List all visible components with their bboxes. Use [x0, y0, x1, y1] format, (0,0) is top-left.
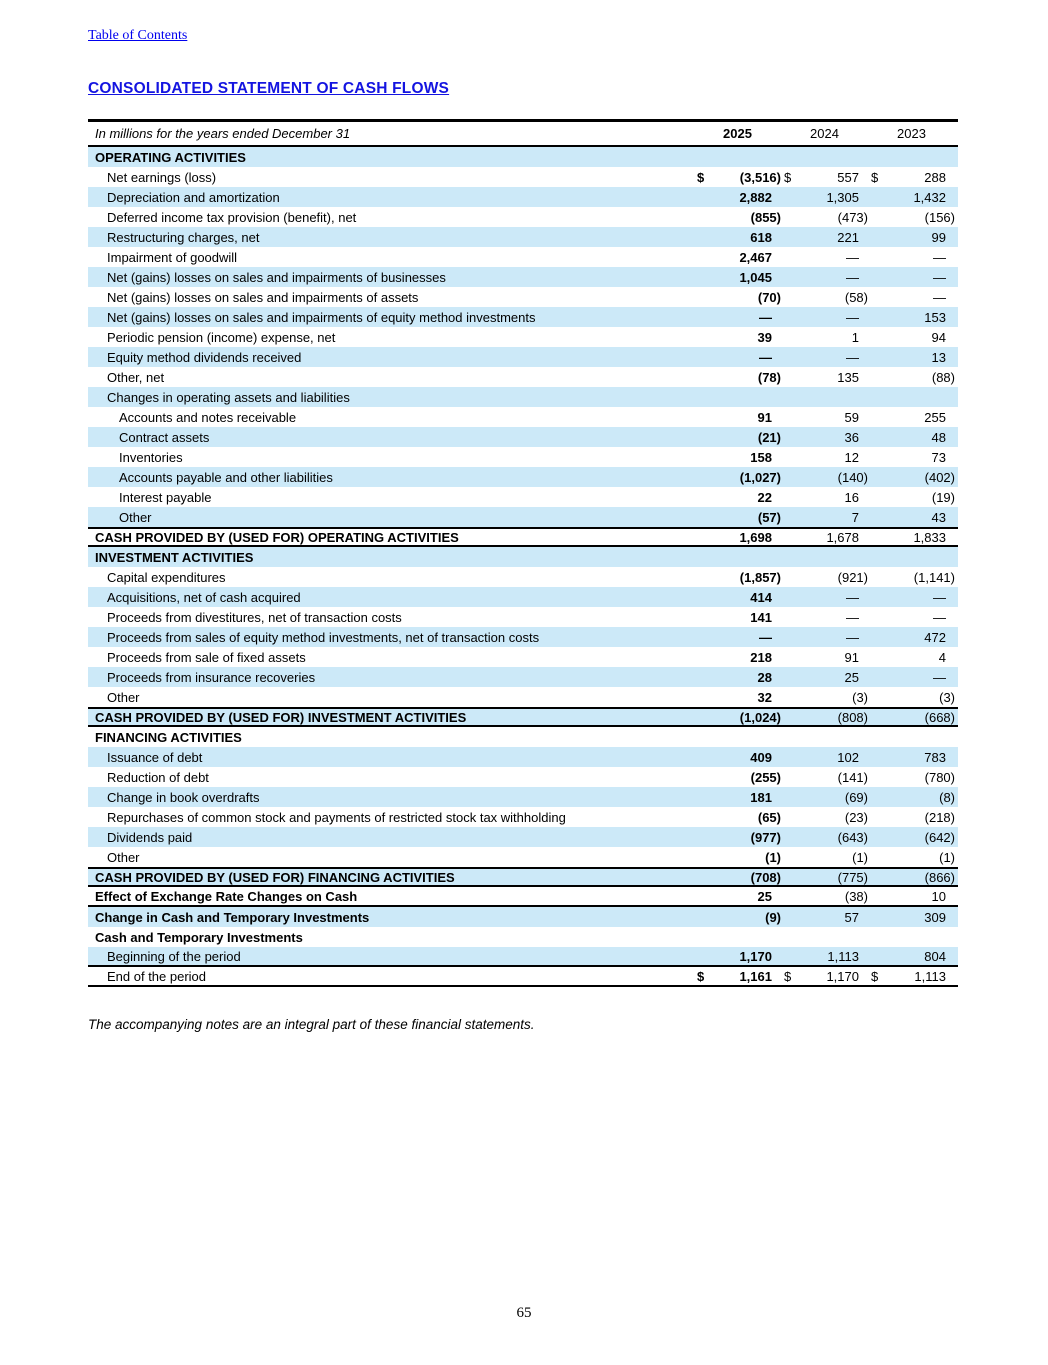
- value-2024: 59: [844, 409, 859, 425]
- value-2024: 25: [844, 669, 859, 685]
- value-2025: 91: [757, 409, 772, 425]
- table-row: [88, 527, 958, 547]
- value-2024: (38): [844, 888, 868, 904]
- value-2024: —: [846, 249, 859, 265]
- table-row: [88, 687, 958, 707]
- value-2024: 7: [851, 509, 859, 525]
- value-2025: (977): [750, 829, 781, 845]
- dollar-sign-2025: $: [697, 968, 705, 984]
- value-2025: 2,882: [739, 189, 772, 205]
- value-2023: 94: [931, 329, 946, 345]
- value-2025: 25: [757, 888, 772, 904]
- value-2025: (1,027): [739, 469, 781, 485]
- table-row: [88, 467, 958, 487]
- row-label: Other: [119, 509, 152, 525]
- table-row: [88, 847, 958, 867]
- table-row: [88, 447, 958, 467]
- row-label: OPERATING ACTIVITIES: [95, 149, 246, 165]
- value-2024: —: [846, 609, 859, 625]
- table-row: [88, 247, 958, 267]
- value-2025: 414: [750, 589, 772, 605]
- value-2025: 2,467: [739, 249, 772, 265]
- value-2023: 13: [931, 349, 946, 365]
- value-2023: 99: [931, 229, 946, 245]
- value-2023: 309: [924, 909, 946, 925]
- accompanying-notes-text: The accompanying notes are an integral part of these financial statements.: [88, 1017, 535, 1032]
- row-label: Contract assets: [119, 429, 210, 445]
- table-row: [88, 947, 958, 967]
- row-label: Other, net: [107, 369, 165, 385]
- value-2025: 39: [757, 329, 772, 345]
- value-2023: (8): [939, 789, 955, 805]
- value-2024: 102: [837, 749, 859, 765]
- table-row: [88, 427, 958, 447]
- value-2024: 1: [851, 329, 859, 345]
- value-2023: (866): [924, 869, 955, 885]
- value-2024: (3): [852, 689, 868, 705]
- value-2023: 288: [924, 169, 946, 185]
- value-2024: (69): [844, 789, 868, 805]
- value-2024: (141): [837, 769, 868, 785]
- value-2025: 618: [750, 229, 772, 245]
- row-label: Inventories: [119, 449, 183, 465]
- value-2024: —: [846, 589, 859, 605]
- table-body: [88, 147, 958, 987]
- value-2023: (218): [924, 809, 955, 825]
- value-2024: (1): [852, 849, 868, 865]
- value-2024: (23): [844, 809, 868, 825]
- value-2023: —: [933, 669, 946, 685]
- value-2025: —: [759, 629, 772, 645]
- value-2024: 12: [844, 449, 859, 465]
- table-row: [88, 227, 958, 247]
- value-2025: 22: [757, 489, 772, 505]
- table-row: [88, 907, 958, 927]
- row-label: Proceeds from insurance recoveries: [107, 669, 316, 685]
- value-2025: 218: [750, 649, 772, 665]
- row-label: Proceeds from sale of fixed assets: [107, 649, 306, 665]
- row-label: Proceeds from sales of equity method investments, net of transaction costs: [107, 629, 540, 645]
- table-row: [88, 367, 958, 387]
- value-2025: (9): [765, 909, 781, 925]
- value-2023: (402): [924, 469, 955, 485]
- value-2023: 10: [931, 888, 946, 904]
- value-2023: 1,113: [914, 968, 946, 984]
- value-2025: (3,516): [739, 169, 781, 185]
- table-row: [88, 267, 958, 287]
- table-row: [88, 147, 958, 167]
- value-2025: 28: [757, 669, 772, 685]
- value-2025: (1,857): [739, 569, 781, 585]
- value-2024: (140): [837, 469, 868, 485]
- page-number: 65: [516, 1305, 532, 1321]
- table-row: [88, 887, 958, 907]
- row-label: CASH PROVIDED BY (USED FOR) OPERATING ACTIVITIES: [95, 529, 459, 545]
- value-2023: 43: [931, 509, 946, 525]
- value-2025: (57): [757, 509, 781, 525]
- table-header-row: [88, 122, 958, 147]
- row-label: Changes in operating assets and liabilities: [107, 389, 350, 405]
- row-label: Reduction of debt: [107, 769, 209, 785]
- row-label: End of the period: [107, 968, 207, 984]
- table-row: [88, 507, 958, 527]
- table-row: [88, 707, 958, 727]
- value-2025: 409: [750, 749, 772, 765]
- table-row: [88, 667, 958, 687]
- value-2023: 783: [924, 749, 946, 765]
- value-2024: (643): [837, 829, 868, 845]
- value-2024: —: [846, 349, 859, 365]
- value-2024: (921): [837, 569, 868, 585]
- value-2024: 16: [844, 489, 859, 505]
- row-label: Impairment of goodwill: [107, 249, 238, 265]
- table-of-contents-link[interactable]: Table of Contents: [88, 28, 188, 43]
- table-row: [88, 387, 958, 407]
- dollar-sign-2023: $: [871, 968, 879, 984]
- table-row: [88, 827, 958, 847]
- value-2023: (156): [924, 209, 955, 225]
- row-label: Acquisitions, net of cash acquired: [107, 589, 301, 605]
- value-2025: (65): [757, 809, 781, 825]
- table-row: [88, 867, 958, 887]
- row-label: Net (gains) losses on sales and impairments of businesses: [107, 269, 446, 285]
- value-2024: 557: [837, 169, 859, 185]
- value-2024: 91: [844, 649, 859, 665]
- value-2025: —: [759, 309, 772, 325]
- value-2025: 181: [750, 789, 772, 805]
- row-label: CASH PROVIDED BY (USED FOR) FINANCING ACTIVITIES: [95, 869, 455, 885]
- column-header-2023: 2023: [897, 126, 926, 141]
- value-2025: 32: [757, 689, 772, 705]
- value-2023: (1): [939, 849, 955, 865]
- value-2023: —: [933, 289, 946, 305]
- value-2023: 804: [924, 948, 946, 964]
- value-2025: 158: [750, 449, 772, 465]
- value-2023: —: [933, 269, 946, 285]
- row-label: Issuance of debt: [107, 749, 203, 765]
- table-row: [88, 287, 958, 307]
- value-2023: 48: [931, 429, 946, 445]
- row-label: Cash and Temporary Investments: [95, 929, 303, 945]
- value-2024: 1,170: [826, 968, 859, 984]
- row-label: Repurchases of common stock and payments of restricted stock tax withholding: [107, 809, 566, 825]
- row-label: Other: [107, 849, 140, 865]
- value-2023: 73: [931, 449, 946, 465]
- row-label: Periodic pension (income) expense, net: [107, 329, 336, 345]
- row-label: Accounts and notes receivable: [119, 409, 297, 425]
- table-row: [88, 627, 958, 647]
- table-row: [88, 587, 958, 607]
- value-2024: 1,113: [827, 948, 859, 964]
- table-row: [88, 727, 958, 747]
- value-2025: (78): [757, 369, 781, 385]
- table-row: [88, 927, 958, 947]
- value-2023: —: [933, 589, 946, 605]
- value-2025: (255): [750, 769, 781, 785]
- row-label: Net (gains) losses on sales and impairments of equity method investments: [107, 309, 536, 325]
- row-label: Deferred income tax provision (benefit), net: [107, 209, 357, 225]
- value-2023: 1,432: [913, 189, 946, 205]
- value-2024: —: [846, 269, 859, 285]
- row-label: Dividends paid: [107, 829, 193, 845]
- table-row: [88, 347, 958, 367]
- value-2023: 153: [924, 309, 946, 325]
- value-2024: 36: [844, 429, 859, 445]
- row-label: Depreciation and amortization: [107, 189, 280, 205]
- row-label: CASH PROVIDED BY (USED FOR) INVESTMENT ACTIVITIES: [95, 709, 467, 725]
- table-row: [88, 487, 958, 507]
- table-row: [88, 207, 958, 227]
- table-row: [88, 607, 958, 627]
- value-2024: —: [846, 309, 859, 325]
- value-2023: —: [933, 609, 946, 625]
- value-2025: 1,698: [739, 529, 772, 545]
- value-2024: —: [846, 629, 859, 645]
- value-2025: (855): [750, 209, 781, 225]
- row-label: Proceeds from divestitures, net of transaction costs: [107, 609, 402, 625]
- dollar-sign-2025: $: [697, 169, 705, 185]
- row-label: Change in book overdrafts: [107, 789, 260, 805]
- column-header-2024: 2024: [810, 126, 839, 141]
- value-2025: (70): [757, 289, 781, 305]
- row-label: Change in Cash and Temporary Investments: [95, 909, 370, 925]
- value-2023: 1,833: [913, 529, 946, 545]
- value-2023: —: [933, 249, 946, 265]
- value-2023: (3): [939, 689, 955, 705]
- value-2025: —: [759, 349, 772, 365]
- row-label: Other: [107, 689, 140, 705]
- table-row: [88, 767, 958, 787]
- value-2024: 221: [837, 229, 859, 245]
- table-row: [88, 327, 958, 347]
- value-2025: (1,024): [739, 709, 781, 725]
- value-2024: (775): [837, 869, 868, 885]
- table-row: [88, 807, 958, 827]
- value-2023: 4: [938, 649, 946, 665]
- value-2025: (708): [750, 869, 781, 885]
- value-2023: (780): [924, 769, 955, 785]
- cash-flow-table: [88, 119, 958, 987]
- dollar-sign-2024: $: [784, 169, 792, 185]
- value-2025: (21): [757, 429, 781, 445]
- value-2024: 135: [837, 369, 859, 385]
- value-2023: (642): [924, 829, 955, 845]
- value-2025: 1,161: [739, 968, 772, 984]
- value-2025: 141: [750, 609, 772, 625]
- value-2023: (668): [924, 709, 955, 725]
- row-label: Interest payable: [119, 489, 212, 505]
- row-label: Equity method dividends received: [107, 349, 302, 365]
- value-2024: 1,678: [826, 529, 859, 545]
- dollar-sign-2024: $: [784, 968, 792, 984]
- value-2023: (19): [931, 489, 955, 505]
- value-2025: 1,170: [739, 948, 772, 964]
- row-label: Capital expenditures: [107, 569, 226, 585]
- table-row: [88, 967, 958, 987]
- value-2023: (1,141): [913, 569, 955, 585]
- value-2024: 57: [844, 909, 859, 925]
- column-header-2025: 2025: [723, 126, 752, 141]
- row-label: Effect of Exchange Rate Changes on Cash: [95, 888, 358, 904]
- row-label: INVESTMENT ACTIVITIES: [95, 549, 254, 565]
- value-2024: 1,305: [826, 189, 859, 205]
- row-label: Accounts payable and other liabilities: [119, 469, 333, 485]
- dollar-sign-2023: $: [871, 169, 879, 185]
- table-row: [88, 647, 958, 667]
- row-label: Net (gains) losses on sales and impairments of assets: [107, 289, 419, 305]
- table-row: [88, 407, 958, 427]
- value-2025: 1,045: [739, 269, 772, 285]
- table-row: [88, 787, 958, 807]
- row-label: Net earnings (loss): [107, 169, 217, 185]
- table-caption: In millions for the years ended December 31: [95, 126, 351, 141]
- value-2024: (58): [844, 289, 868, 305]
- table-row: [88, 547, 958, 567]
- table-row: [88, 187, 958, 207]
- value-2023: 255: [924, 409, 946, 425]
- page-title: CONSOLIDATED STATEMENT OF CASH FLOWS: [88, 80, 450, 97]
- row-label: FINANCING ACTIVITIES: [95, 729, 242, 745]
- table-row: [88, 167, 958, 187]
- table-row: [88, 307, 958, 327]
- table-row: [88, 747, 958, 767]
- value-2023: (88): [931, 369, 955, 385]
- table-row: [88, 567, 958, 587]
- value-2023: 472: [924, 629, 946, 645]
- value-2025: (1): [765, 849, 781, 865]
- row-label: Beginning of the period: [107, 948, 241, 964]
- row-label: Restructuring charges, net: [107, 229, 260, 245]
- value-2024: (473): [837, 209, 868, 225]
- value-2024: (808): [837, 709, 868, 725]
